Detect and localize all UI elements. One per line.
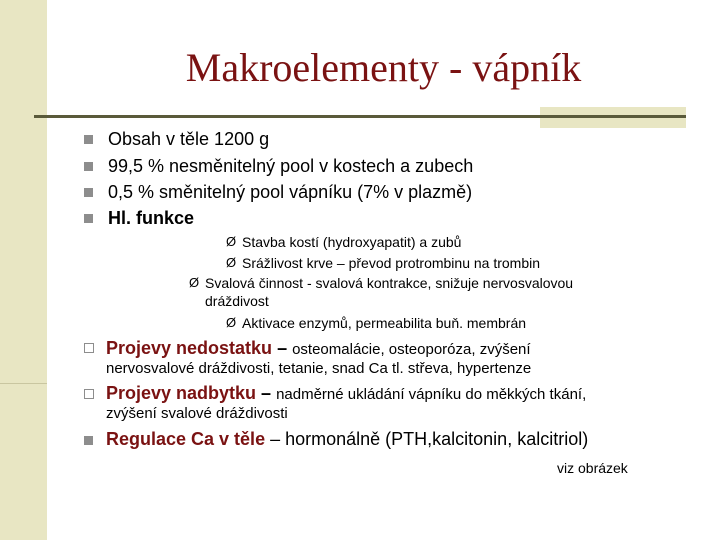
function-item: Stavba kostí (hydroxyapatit) a zubů — [242, 234, 462, 250]
excess-line — [106, 382, 586, 406]
function-item: Aktivace enzymů, permeabilita buň. membrán — [242, 315, 527, 331]
bullet-item — [84, 128, 269, 150]
regulation-line — [106, 428, 588, 452]
excess-detail: nadměrné ukládání vápníku do měkkých tkání, — [276, 386, 587, 403]
bullet-item — [84, 181, 472, 203]
arrow-bullet-icon: Ø — [189, 275, 200, 290]
square-bullet-icon — [84, 214, 93, 223]
checkbox-bullet-icon — [84, 343, 94, 353]
deficiency-label: Projevy nedostatku — [106, 338, 273, 358]
square-bullet-icon — [84, 162, 93, 171]
arrow-bullet-icon: Ø — [226, 234, 237, 249]
see-figure-note: viz obrázek — [557, 460, 628, 476]
title-underline — [34, 115, 686, 118]
decorative-side-bar — [0, 0, 47, 540]
deficiency-line — [106, 337, 531, 361]
bullet-item — [84, 155, 473, 177]
excess-dash: – — [256, 383, 277, 403]
square-bullet-icon — [84, 436, 93, 445]
excess-label: Projevy nadbytku — [106, 383, 257, 403]
side-bar-divider — [0, 383, 47, 384]
square-bullet-icon — [84, 188, 93, 197]
regulation-dash: – — [265, 429, 286, 449]
deficiency-dash: – — [272, 338, 293, 358]
square-bullet-icon — [84, 135, 93, 144]
regulation-label: Regulace Ca v těle — [106, 429, 266, 449]
bullet-item — [84, 207, 194, 229]
regulation-detail: hormonálně (PTH,kalcitonin, kalcitriol) — [285, 429, 589, 449]
bullet-text: Obsah v těle 1200 g — [108, 129, 270, 149]
function-item: Svalová činnost - svalová kontrakce, snižuje nervosvalovou — [205, 275, 574, 291]
slide-title: Makroelementy - vápník — [185, 45, 582, 90]
function-item-continuation: dráždivost — [205, 293, 269, 309]
bullet-text: 99,5 % nesměnitelný pool v kostech a zubech — [108, 156, 474, 176]
arrow-bullet-icon: Ø — [226, 255, 237, 270]
deficiency-detail-continuation: nervosvalové dráždivosti, tetanie, snad Ca tl. střeva, hypertenze — [106, 360, 532, 377]
checkbox-bullet-icon — [84, 389, 94, 399]
arrow-bullet-icon: Ø — [226, 315, 237, 330]
function-item: Srážlivost krve – převod protrombinu na trombin — [242, 255, 541, 271]
excess-detail-continuation: zvýšení svalové dráždivosti — [106, 405, 288, 422]
bullet-text: Hl. funkce — [108, 208, 195, 228]
deficiency-detail: osteomalácie, osteoporóza, zvýšení — [292, 341, 531, 358]
bullet-text: 0,5 % směnitelný pool vápníku (7% v plazmě) — [108, 182, 473, 202]
